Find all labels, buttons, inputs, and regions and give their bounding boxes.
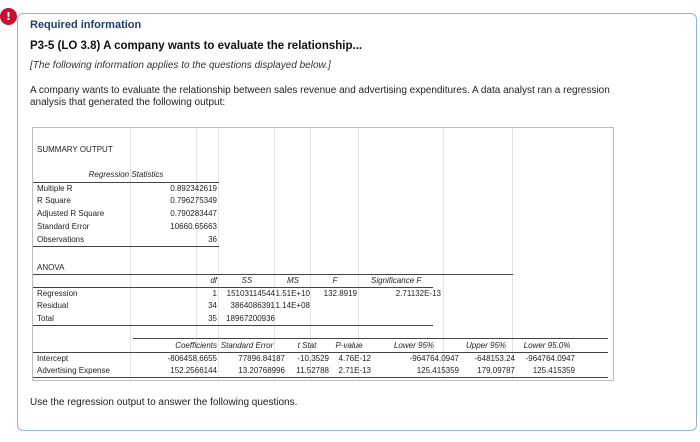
anova-row-label: Regression (37, 289, 78, 298)
stat-label: Standard Error (37, 222, 90, 231)
stat-value: 0.892342619 (170, 184, 217, 193)
anova-title: ANOVA (37, 263, 65, 272)
anova-cell: 1 (212, 289, 217, 298)
regression-statistics-title: Regression Statistics (88, 170, 164, 179)
table-rule (33, 246, 219, 247)
coef-header-t-stat: t Stat (297, 341, 317, 350)
stat-value: 36 (208, 235, 217, 244)
coef-cell: 13.20768996 (238, 366, 285, 375)
coef-cell: 77896.84187 (238, 354, 285, 363)
table-rule (33, 182, 219, 183)
anova-header-significance-f: Significance F (371, 276, 422, 285)
table-rule (33, 377, 608, 378)
coef-header-upper-95: Upper 95% (465, 341, 507, 350)
coef-header-coefficients: Coefficients (175, 341, 217, 350)
stat-value: 10660.65663 (170, 222, 217, 231)
coef-header-lower-95: Lower 95% (393, 341, 435, 350)
coef-cell: 125.415359 (416, 366, 459, 375)
stat-label: Multiple R (37, 184, 73, 193)
coef-cell: -964764.0947 (409, 354, 459, 363)
alert-icon: ! (0, 8, 17, 25)
anova-cell: 35 (208, 314, 217, 323)
coef-cell: 125.415359 (532, 366, 575, 375)
table-rule (33, 287, 433, 288)
coef-header-standard-error: Standard Error (220, 341, 274, 350)
anova-cell: 1.51E+10 (275, 289, 310, 298)
anova-cell: 18967200936 (226, 314, 275, 323)
required-information-heading: Required information (30, 19, 142, 31)
regression-output-table (32, 127, 614, 381)
coef-cell: -648153.24 (474, 354, 515, 363)
anova-header-ms: MS (287, 276, 299, 285)
table-rule (33, 352, 608, 353)
anova-row-label: Total (37, 314, 54, 323)
anova-cell: 3864086391 (230, 301, 275, 310)
coef-cell: 152.2566144 (170, 366, 217, 375)
instruction-text: Use the regression output to answer the following questions. (30, 397, 298, 408)
anova-cell: 2.71132E-13 (395, 289, 441, 298)
anova-cell: 15103114544 (226, 289, 275, 298)
coef-cell: -10.3529 (297, 354, 329, 363)
stat-value: 0.796275349 (170, 196, 217, 205)
stat-label: R Square (37, 196, 71, 205)
coef-cell: 11.52788 (296, 366, 329, 375)
stat-value: 0.790283447 (170, 209, 217, 218)
coef-row-label: Intercept (37, 354, 69, 363)
anova-row-label: Residual (37, 301, 69, 310)
summary-output-title: SUMMARY OUTPUT (37, 145, 113, 154)
table-rule (33, 325, 433, 326)
info-note: [The following information applies to the questions displayed below.] (30, 60, 331, 71)
anova-cell: 132.8919 (323, 289, 357, 298)
anova-header-ss: SS (241, 276, 253, 285)
question-title: P3-5 (LO 3.8) A company wants to evaluate the relationship... (30, 40, 363, 52)
anova-cell: 1.14E+08 (275, 301, 310, 310)
coef-cell: -964764.0947 (525, 354, 575, 363)
coef-cell: -806458.6655 (167, 354, 217, 363)
anova-cell: 34 (208, 301, 217, 310)
problem-intro: A company wants to evaluate the relationship between sales revenue and advertising expenditures. A data analyst ran a regression analysis that generated the following output: (30, 85, 610, 108)
coef-header-lower-95-0: Lower 95.0% (523, 341, 571, 350)
coef-cell: 179.09787 (477, 366, 515, 375)
stat-label: Observations (37, 235, 85, 244)
coef-header-p-value: P-value (335, 341, 363, 350)
anova-header-f: F (332, 276, 338, 285)
table-rule (133, 338, 608, 339)
coef-cell: 2.71E-13 (338, 366, 371, 375)
coef-cell: 4.76E-12 (338, 354, 371, 363)
coef-row-label: Advertising Expense (37, 366, 110, 375)
table-rule (33, 274, 513, 275)
stat-label: Adjusted R Square (37, 209, 105, 218)
anova-header-df: df (210, 276, 217, 285)
